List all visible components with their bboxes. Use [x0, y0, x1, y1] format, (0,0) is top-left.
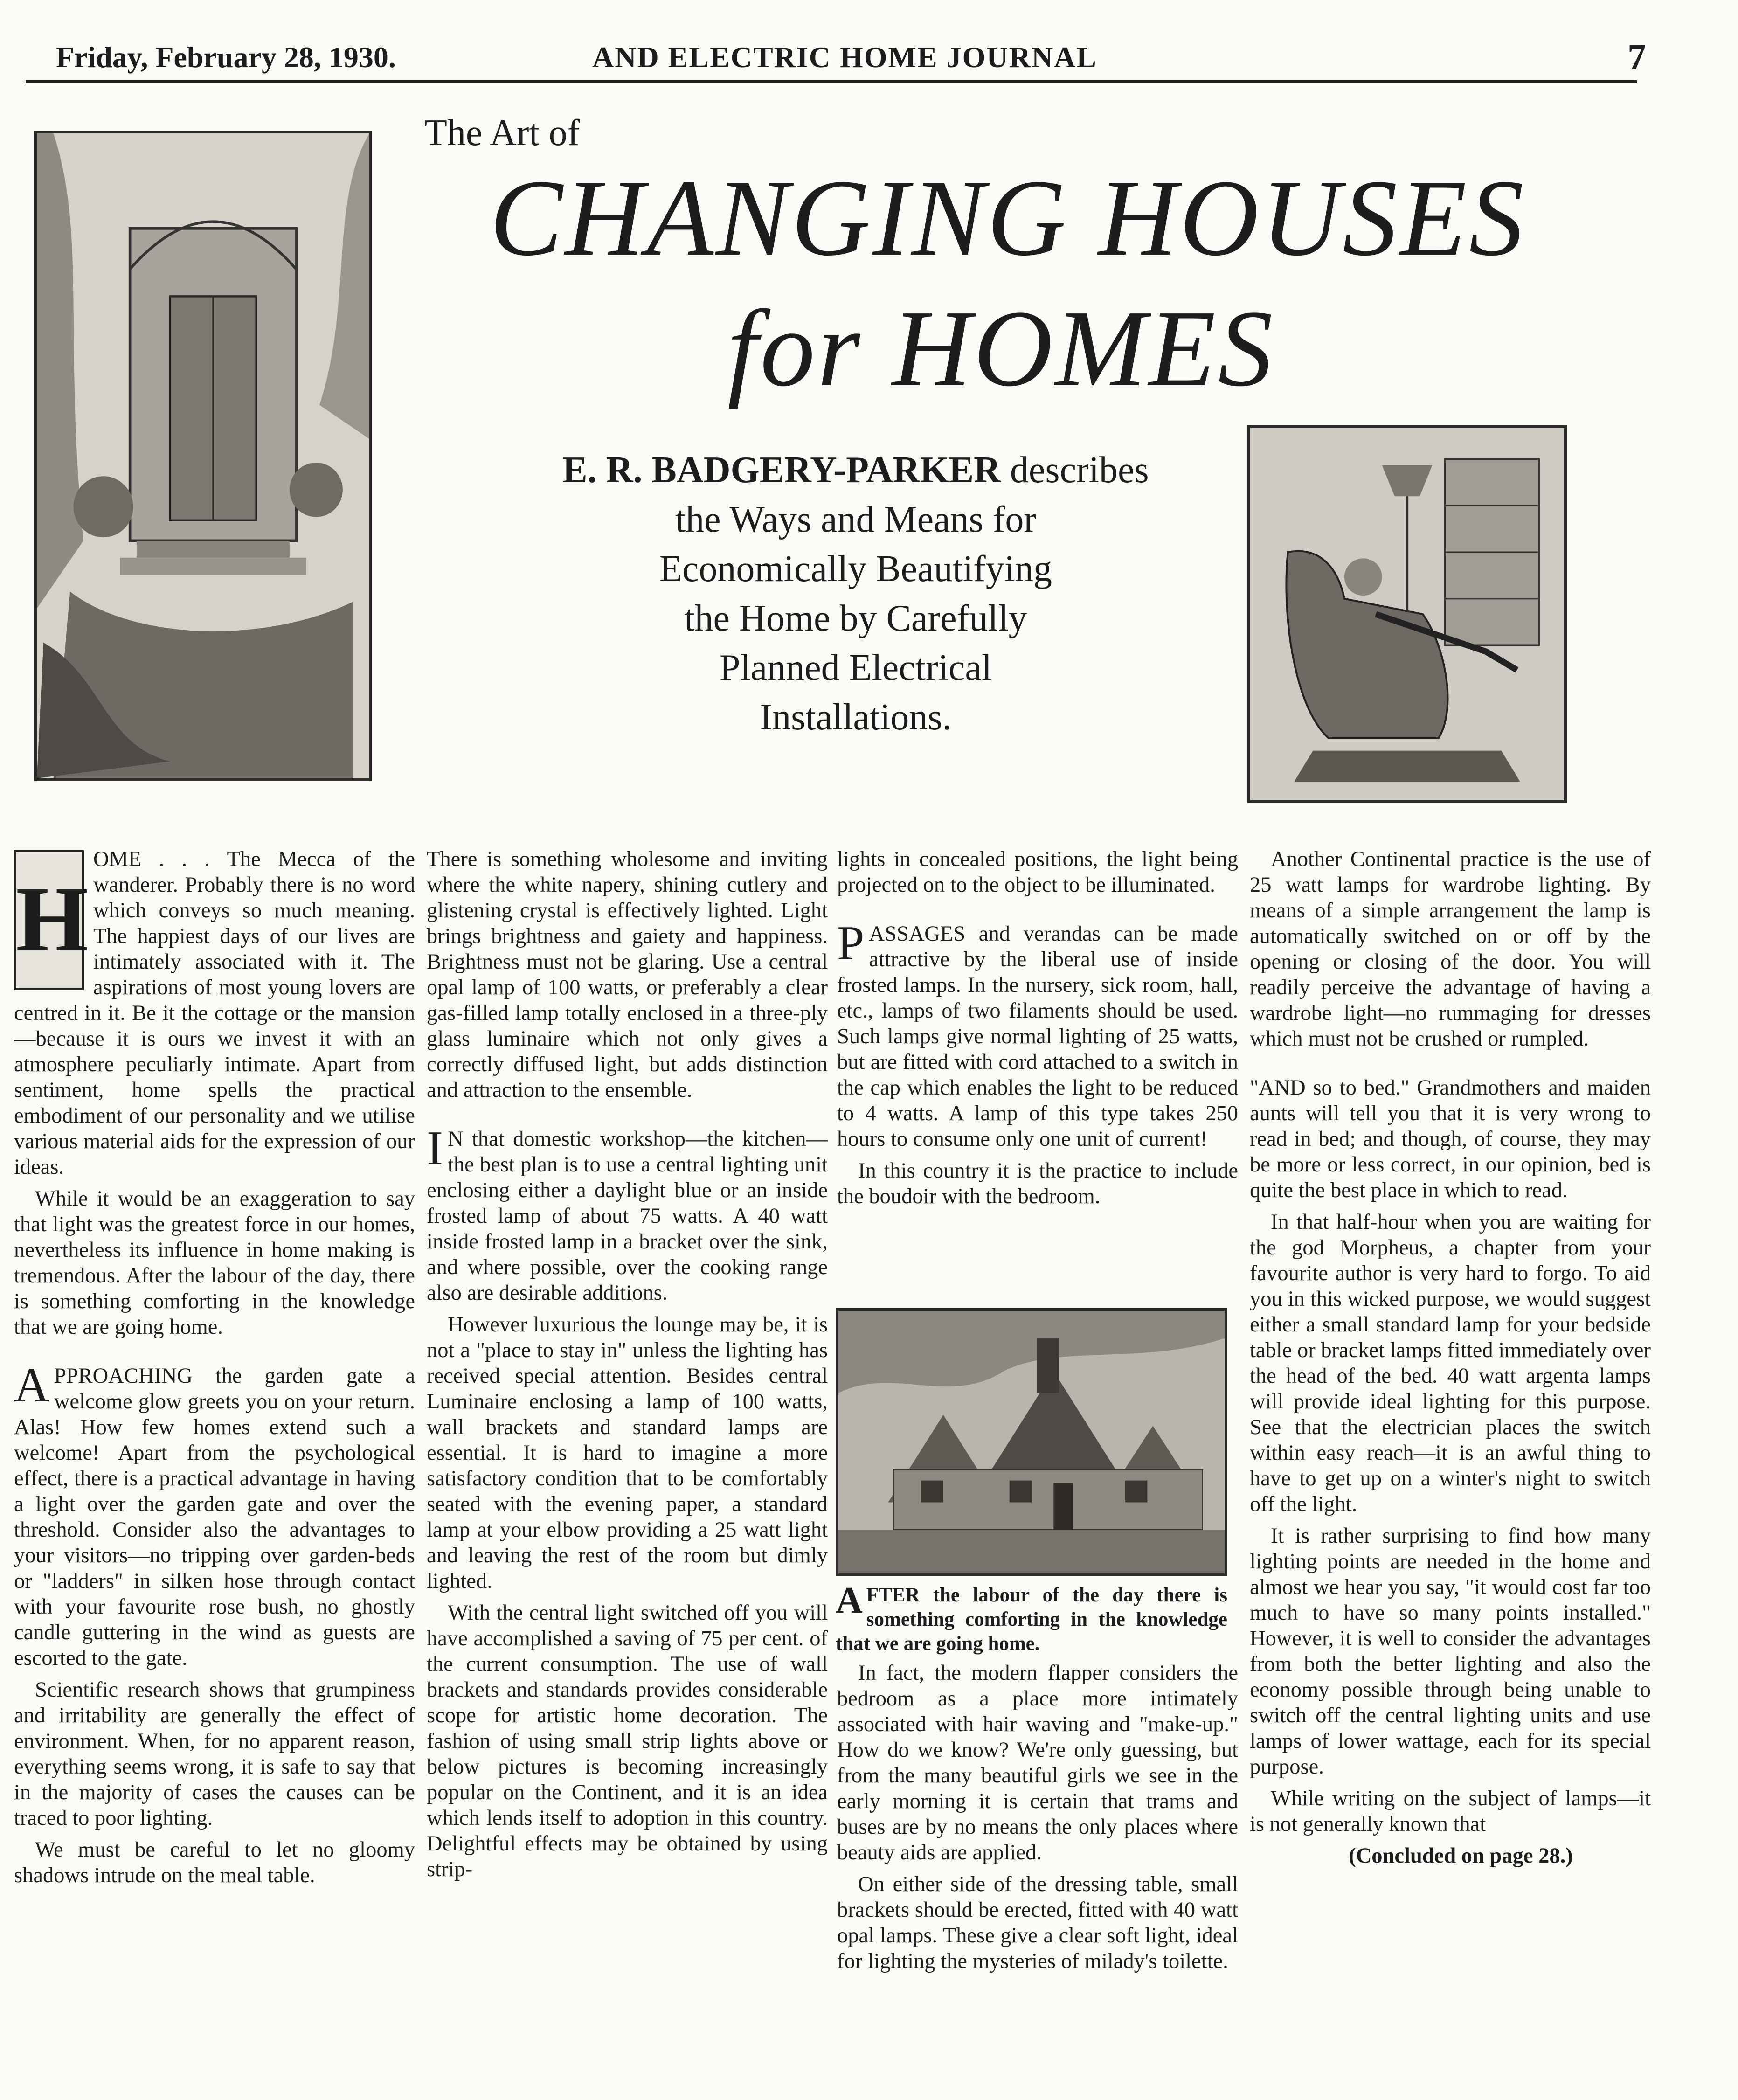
armchair-drawing [1250, 428, 1564, 800]
col3-paragraph-5: On either side of the dressing table, small brackets should be erected, fitted with 40 watt opal lamps. These give a clear soft light, ideal for lighting the mysteries of milady's toilette. [837, 1872, 1238, 1973]
drop-cap: I [427, 1121, 443, 1175]
deck-line-6: Installations. [760, 697, 952, 738]
col1-paragraph-3 [14, 1358, 415, 1671]
article-deck [508, 445, 1203, 742]
issue-date: Friday, February 28, 1930. [56, 41, 396, 74]
col1-paragraph-5: We must be careful to let no gloomy shadows intrude on the meal table. [14, 1838, 415, 1887]
armchair-illustration [1247, 425, 1567, 803]
deck-line-3: Economically Beautifying [659, 548, 1052, 589]
col4-paragraph-2: "AND so to bed." Grandmothers and maiden aunts will tell you that it is very wrong to read in bed; and though, of course, they may be more or less correct, in our opinion, bed is quite the best place in which to read. [1250, 1076, 1651, 1202]
article-column-4 [1250, 846, 1651, 1875]
col1-paragraph-2: While it would be an exaggeration to say that light was the greatest force in our homes, nevertheless its influence in home making is tremendous. After the labour of the day, there is something comforting in the knowledge that we are going home. [14, 1187, 415, 1339]
ornamental-drop-cap: H [14, 850, 84, 990]
col4-paragraph-1: Another Continental practice is the use of 25 watt lamps for wardrobe lighting. By means of a simple arrangement the lamp is automatically switched on or off by the opening or closing of the door. You will readily perceive the advantage of having a wardrobe light—no rummaging for dresses which must not be crushed or rumpled. [1250, 847, 1651, 1051]
deck-line-4: the Home by Carefully [684, 598, 1027, 639]
deck-line-1-rest: describes [1000, 450, 1149, 491]
col2-paragraph-2 [427, 1121, 828, 1306]
col1-paragraph-3-text: PPROACHING the garden gate a welcome glow greets you on your return. Alas! How few homes extend such a welcome! Apart from the psychological effect, there is a practical advantage in having a light over the garden gate and over the threshold. Consider also the advantages to your visitors—no tripping over garden-beds or "ladders" in silken hose through contact with your favourite rose bush, no ghostly candle guttering in the wind as guests are escorted to the gate. [14, 1364, 415, 1670]
deck-line-2: the Ways and Means for [675, 499, 1037, 540]
col3-paragraph-2-text: ASSAGES and verandas can be made attractive by the liberal use of inside frosted lamps. In the nursery, sick room, hall, etc., lamps of two filaments should be used. Such lamps give normal lighting of 25 watts, but are fitted with cord attached to a switch in the cap which enables the light to be reduced to 4 watts. A lamp of this type takes 250 hours to consume only one unit of current! [837, 922, 1238, 1151]
author-name: E. R. BADGERY-PARKER [562, 450, 1001, 491]
drop-cap: P [837, 915, 865, 970]
col3-paragraph-4: In fact, the modern flapper considers the bedroom as a place more intimately associated with hair waving and "make-up." How do we know? We're only guessing, but from the many beautiful girls we see in the early morning it is certain that trams and buses are by no means the only places where beauty aids are applied. [837, 1661, 1238, 1864]
col2-paragraph-4: With the central light switched off you will have accomplished a saving of 75 per cent. of the current consumption. The use of wall brackets and standards provides considerable scope for artistic home decoration. The fashion of using small strip lights above or below pictures is becoming increasingly popular on the Continent, and it is an idea which lends itself to adoption in this country. Delightful effects may be obtained by using strip- [427, 1601, 828, 1881]
caption-drop-cap: A [836, 1580, 863, 1621]
headline-line-2: for HOMES [727, 288, 1275, 409]
col1-paragraph-4: Scientific research shows that grumpiness and irritability are generally the effect of environment. When, for no apparent reason, everything seems wrong, it is safe to say that in the majority of cases the causes can be traced to poor lighting. [14, 1678, 415, 1830]
col2-paragraph-2-text: N that domestic workshop—the kitchen—the best plan is to use a central lighting unit enclosing either a daylight blue or an inside frosted lamp of about 75 watts. A 40 watt inside frosted lamp in a bracket over the sink, and where possible, over the cooking range also are desirable additions. [427, 1127, 828, 1305]
drop-cap: A [14, 1358, 49, 1412]
caption-text: FTER the labour of the day there is something comforting in the knowledge that we are going home. [836, 1584, 1227, 1655]
masthead-rule [26, 80, 1637, 83]
col4-paragraph-4: It is rather surprising to find how many lighting points are needed in the home and almost we hear you say, "it would cost far too much to have so many points installed." However, it is well to consider the advantages from both the better lighting and also the economy possible through being unable to switch off the central lighting units and use lamps of lower wattage, each for its special purpose. [1250, 1524, 1651, 1779]
article-column-3 [837, 846, 1238, 1215]
article-column-3-lower [837, 1660, 1238, 1980]
col4-paragraph-3: In that half-hour when you are waiting for the god Morpheus, a chapter from your favourite author is very hard to forgo. To aid you in this wicked purpose, we would suggest either a small standard lamp for your bedside table or bracket lamps fitted immediately over the head of the bed. 40 watt argenta lamps will provide ideal lighting for this purpose. See that the electrician places the switch within easy reach—it is an awful thing to have to get up on a winter's night to switch off the light. [1250, 1210, 1651, 1516]
col2-paragraph-1: There is something wholesome and inviting where the white napery, shining cutlery and glistening crystal is effectively lighted. Light brings brightness and gaiety and happiness. Brightness must not be glaring. Use a central opal lamp of 100 watts, or preferably a clear gas-filled lamp totally enclosed in a three-ply glass luminaire which not only gives a correctly diffused light, but adds distinction and attraction to the ensemble. [427, 847, 828, 1102]
article-column-1 [14, 846, 415, 1894]
deck-line-1 [508, 445, 1203, 495]
journal-title: AND ELECTRIC HOME JOURNAL [592, 41, 1097, 74]
col1-paragraph-1 [14, 846, 415, 1180]
headline-line-1: CHANGING HOUSES [490, 157, 1526, 278]
col3-paragraph-2 [837, 915, 1238, 1152]
deck-line-5: Planned Electrical [719, 647, 992, 688]
col1-paragraph-1-text: OME . . . The Mecca of the wanderer. Probably there is no word which conveys so much meaning. The happiest days of our lives are intimately associated with it. The aspirations of most young lovers are centred in it. Be it the cottage or the mansion—because it is ours we invest it with an atmosphere peculiarly intimate. Apart from sentiment, home spells the practical embodiment of our personality and we utilise various material aids for the expression of our ideas. [14, 847, 415, 1179]
doorway-drawing [37, 133, 369, 778]
page-number: 7 [1627, 37, 1646, 78]
house-photograph [836, 1308, 1227, 1576]
col3-paragraph-3: In this country it is the practice to include the boudoir with the bedroom. [837, 1159, 1238, 1208]
article-column-2 [427, 846, 828, 1888]
house-photo-caption [836, 1580, 1227, 1656]
col3-paragraph-1: lights in concealed positions, the light being projected on to the object to be illuminated. [837, 847, 1238, 897]
continued-notice: (Concluded on page 28.) [1349, 1844, 1573, 1868]
doorway-illustration [34, 131, 372, 781]
headline-kicker: The Art of [424, 112, 580, 153]
house-drawing [838, 1311, 1225, 1573]
col4-paragraph-5: While writing on the subject of lamps—it is not generally known that [1250, 1787, 1651, 1836]
col2-paragraph-3: However luxurious the lounge may be, it is not a "place to stay in" unless the lighting has received special attention. Besides central Luminaire enclosing a lamp of 100 watts, wall brackets and standard lamps are essential. It is hard to imagine a more satisfactory condition that to be comfortably seated with the evening paper, a standard lamp at your elbow providing a 25 watt light and leaving the rest of the room but dimly lighted. [427, 1313, 828, 1593]
